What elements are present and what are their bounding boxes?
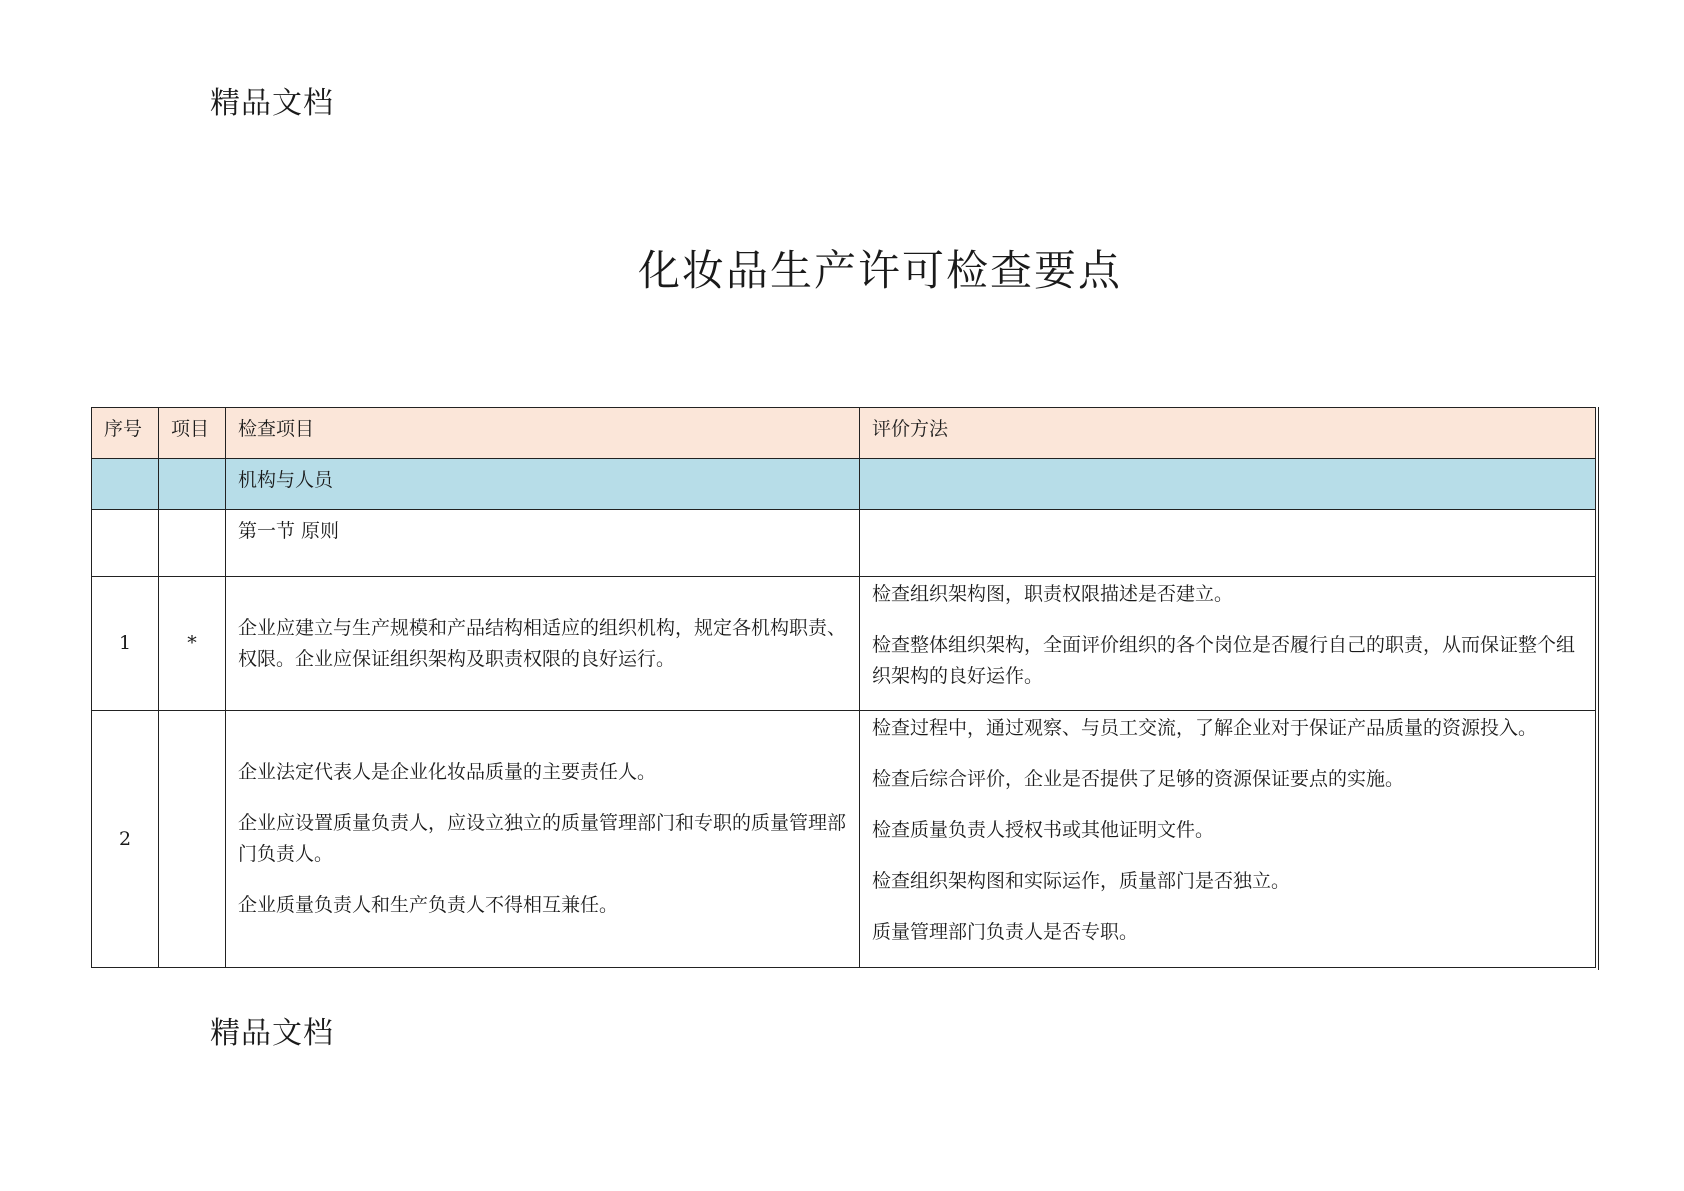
section-title: 机构与人员: [226, 459, 860, 510]
method-paragraph: 检查整体组织架构，全面评价组织的各个岗位是否履行自己的职责，从而保证整个组织架构的良好运作。: [872, 634, 1576, 687]
row-method-cell: [860, 577, 1596, 711]
header-item: 项目: [159, 408, 226, 459]
row-check-cell: [226, 577, 860, 711]
check-paragraph: 企业法定代表人是企业化妆品质量的主要责任人。: [238, 761, 657, 783]
table-header-row: [92, 408, 1596, 459]
row-number: 2: [92, 711, 159, 968]
row-method-cell: [860, 711, 1596, 968]
document-title: 化妆品生产许可检查要点: [637, 246, 1122, 295]
row-check-cell: [226, 711, 860, 968]
method-paragraph: 质量管理部门负责人是否专职。: [872, 921, 1139, 943]
row-item-mark: *: [159, 577, 226, 711]
row-number: 1: [92, 577, 159, 711]
watermark-bottom: 精品文档: [210, 1016, 334, 1051]
subsection-row: [92, 510, 1596, 577]
subsection-title: 第一节 原则: [226, 510, 860, 577]
table-right-border: [1595, 407, 1599, 970]
section-row: [92, 459, 1596, 510]
check-paragraph: 企业应建立与生产规模和产品结构相适应的组织机构，规定各机构职责、权限。企业应保证组织架构及职责权限的良好运行。: [238, 616, 847, 670]
method-paragraph: 检查过程中，通过观察、与员工交流，了解企业对于保证产品质量的资源投入。: [872, 717, 1538, 739]
row-item-mark: [159, 711, 226, 968]
method-paragraph: 检查组织架构图和实际运作，质量部门是否独立。: [872, 870, 1291, 892]
watermark-top: 精品文档: [210, 86, 334, 121]
table-row: [92, 711, 1596, 968]
method-paragraph: 检查后综合评价，企业是否提供了足够的资源保证要点的实施。: [872, 768, 1405, 790]
check-paragraph: 企业应设置质量负责人，应设立独立的质量管理部门和专职的质量管理部门负责人。: [238, 812, 847, 865]
inspection-table: [91, 407, 1596, 968]
header-method: 评价方法: [860, 408, 1596, 459]
header-no: 序号: [92, 408, 159, 459]
check-paragraph: 企业质量负责人和生产负责人不得相互兼任。: [238, 894, 619, 916]
method-paragraph: 检查质量负责人授权书或其他证明文件。: [872, 819, 1215, 841]
table-row: [92, 577, 1596, 711]
header-check: 检查项目: [226, 408, 860, 459]
method-paragraph: 检查组织架构图，职责权限描述是否建立。: [872, 583, 1234, 605]
